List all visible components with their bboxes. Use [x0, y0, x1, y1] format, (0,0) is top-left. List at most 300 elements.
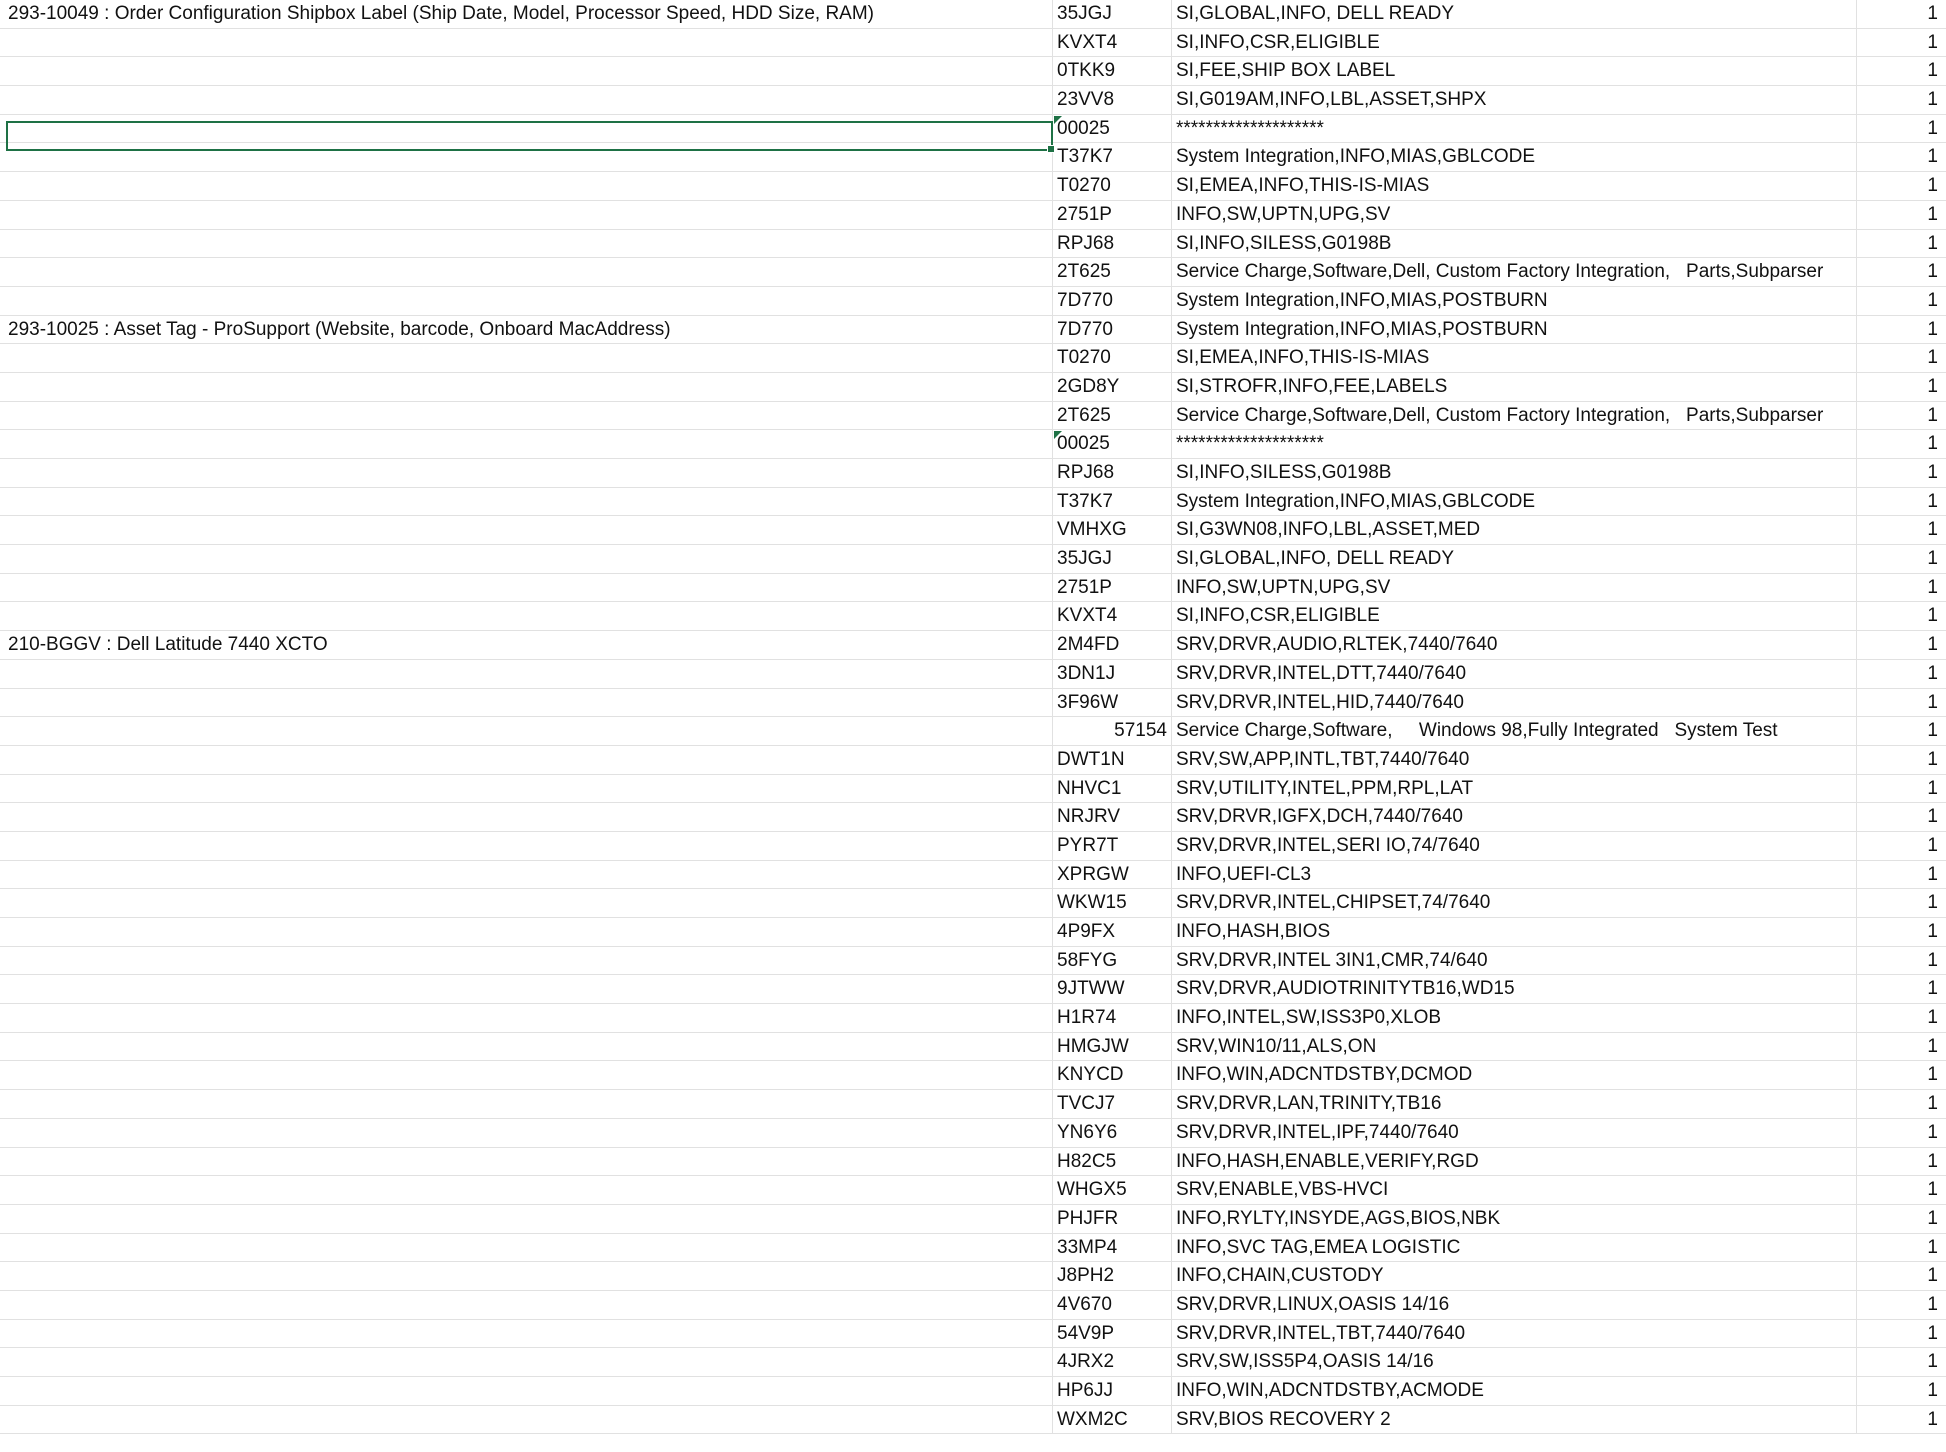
table-row [0, 889, 1946, 918]
info-text: INFO,WIN,ADCNTDSTBY,DCMOD [1176, 1064, 1473, 1086]
code-text: 35JGJ [1057, 3, 1112, 24]
info-text: System Integration,INFO,MIAS,POSTBURN [1176, 289, 1548, 311]
quantity-text: 1 [1927, 892, 1938, 914]
description-cell[interactable] [4, 545, 1053, 573]
code-text: PYR7T [1057, 834, 1119, 856]
table-row [0, 172, 1946, 201]
code-cell[interactable] [1053, 1377, 1172, 1405]
code-text: 23VV8 [1057, 89, 1115, 111]
code-cell[interactable] [1053, 115, 1172, 143]
description-cell[interactable] [4, 1148, 1053, 1176]
info-cell[interactable] [1172, 861, 1857, 889]
quantity-cell[interactable] [1857, 1148, 1946, 1176]
quantity-cell[interactable] [1857, 287, 1946, 315]
info-text: SRV,DRVR,INTEL,SERI IO,74/7640 [1176, 834, 1480, 856]
info-cell[interactable] [1172, 316, 1857, 344]
quantity-cell[interactable] [1857, 1061, 1946, 1089]
description-cell[interactable] [4, 57, 1053, 85]
code-cell[interactable] [1053, 29, 1172, 57]
code-cell[interactable] [1053, 172, 1172, 200]
info-text: SRV,BIOS RECOVERY 2 [1176, 1408, 1391, 1430]
quantity-cell[interactable] [1857, 373, 1946, 401]
description-cell[interactable] [4, 516, 1053, 544]
info-cell[interactable] [1172, 775, 1857, 803]
info-text: INFO,HASH,BIOS [1176, 921, 1331, 942]
description-cell[interactable] [4, 115, 1053, 143]
table-row [0, 1320, 1946, 1349]
info-cell[interactable] [1172, 803, 1857, 831]
info-text: SI,INFO,SILESS,G0198B [1176, 462, 1392, 483]
quantity-cell[interactable] [1857, 488, 1946, 516]
info-text: SRV,DRVR,IGFX,DCH,7440/7640 [1176, 806, 1463, 828]
quantity-text: 1 [1927, 1035, 1938, 1057]
quantity-cell[interactable] [1857, 459, 1946, 487]
description-cell[interactable] [4, 86, 1053, 114]
info-cell[interactable] [1172, 258, 1857, 286]
description-cell[interactable] [4, 1377, 1053, 1405]
code-cell[interactable] [1053, 1176, 1172, 1204]
code-cell[interactable] [1053, 975, 1172, 1003]
info-cell[interactable] [1172, 1176, 1857, 1204]
code-cell[interactable] [1053, 947, 1172, 975]
info-cell[interactable] [1172, 545, 1857, 573]
code-cell[interactable] [1053, 0, 1172, 28]
code-cell[interactable] [1053, 545, 1172, 573]
info-cell[interactable] [1172, 488, 1857, 516]
quantity-cell[interactable] [1857, 775, 1946, 803]
code-cell[interactable] [1053, 803, 1172, 831]
quantity-cell[interactable] [1857, 602, 1946, 630]
quantity-text: 1 [1927, 748, 1938, 770]
info-cell[interactable] [1172, 602, 1857, 630]
quantity-text: 1 [1927, 1093, 1938, 1115]
table-row [0, 689, 1946, 718]
quantity-cell[interactable] [1857, 889, 1946, 917]
info-text: SI,EMEA,INFO,THIS-IS-MIAS [1176, 347, 1430, 369]
info-text: SI,FEE,SHIP BOX LABEL [1176, 60, 1396, 82]
table-row [0, 1119, 1946, 1148]
code-text: 7D770 [1057, 289, 1113, 311]
info-text: SI,INFO,SILESS,G0198B [1176, 232, 1392, 254]
code-cell[interactable] [1053, 1119, 1172, 1147]
code-cell[interactable] [1053, 889, 1172, 917]
info-cell[interactable] [1172, 344, 1857, 372]
code-cell[interactable] [1053, 1262, 1172, 1290]
description-text: 210-BGGV : Dell Latitude 7440 XCTO [8, 634, 328, 656]
description-cell[interactable] [4, 1090, 1053, 1118]
code-text: NRJRV [1057, 806, 1120, 828]
info-cell[interactable] [1172, 889, 1857, 917]
description-cell[interactable] [4, 689, 1053, 717]
info-cell[interactable] [1172, 1148, 1857, 1176]
description-cell[interactable] [4, 201, 1053, 229]
code-cell[interactable] [1053, 1033, 1172, 1061]
info-text: SRV,DRVR,INTEL,HID,7440/7640 [1176, 691, 1464, 713]
code-cell[interactable] [1053, 689, 1172, 717]
description-cell[interactable] [4, 258, 1053, 286]
quantity-cell[interactable] [1857, 861, 1946, 889]
code-text: WKW15 [1057, 892, 1127, 914]
info-cell[interactable] [1172, 459, 1857, 487]
quantity-cell[interactable] [1857, 975, 1946, 1003]
quantity-cell[interactable] [1857, 1262, 1946, 1290]
code-cell[interactable] [1053, 230, 1172, 258]
info-cell[interactable] [1172, 1348, 1857, 1376]
code-cell[interactable] [1053, 1148, 1172, 1176]
quantity-cell[interactable] [1857, 86, 1946, 114]
code-cell[interactable] [1053, 775, 1172, 803]
code-cell[interactable] [1053, 287, 1172, 315]
info-text: INFO,SVC TAG,EMEA LOGISTIC [1176, 1236, 1461, 1258]
table-row [0, 631, 1946, 660]
code-cell[interactable] [1053, 201, 1172, 229]
quantity-text: 1 [1927, 375, 1938, 397]
quantity-cell[interactable] [1857, 29, 1946, 57]
info-cell[interactable] [1172, 287, 1857, 315]
code-cell[interactable] [1053, 1205, 1172, 1233]
quantity-cell[interactable] [1857, 1406, 1946, 1434]
code-text: XPRGW [1057, 863, 1129, 885]
code-cell[interactable] [1053, 402, 1172, 430]
table-row [0, 459, 1946, 488]
quantity-cell[interactable] [1857, 1119, 1946, 1147]
code-text: 9JTWW [1057, 978, 1125, 1000]
info-cell[interactable] [1172, 631, 1857, 659]
description-cell[interactable] [4, 1406, 1053, 1434]
code-cell[interactable] [1053, 1061, 1172, 1089]
info-text: SRV,DRVR,AUDIO,RLTEK,7440/7640 [1176, 634, 1498, 656]
description-cell[interactable] [4, 1205, 1053, 1233]
quantity-text: 1 [1927, 175, 1938, 197]
code-cell[interactable] [1053, 746, 1172, 774]
quantity-cell[interactable] [1857, 402, 1946, 430]
code-text: 3DN1J [1057, 662, 1116, 684]
code-cell[interactable] [1053, 1348, 1172, 1376]
code-text: 3F96W [1057, 691, 1119, 713]
code-cell[interactable] [1053, 143, 1172, 171]
table-row [0, 57, 1946, 86]
quantity-text: 1 [1927, 1179, 1938, 1201]
quantity-text: 1 [1927, 289, 1938, 311]
code-cell[interactable] [1053, 832, 1172, 860]
info-cell[interactable] [1172, 1234, 1857, 1262]
quantity-cell[interactable] [1857, 1033, 1946, 1061]
error-indicator-icon[interactable] [1054, 116, 1062, 124]
description-cell[interactable] [4, 459, 1053, 487]
info-cell[interactable] [1172, 57, 1857, 85]
info-cell[interactable] [1172, 1090, 1857, 1118]
table-row [0, 947, 1946, 976]
quantity-cell[interactable] [1857, 803, 1946, 831]
description-cell[interactable] [4, 832, 1053, 860]
info-text: INFO,INTEL,SW,ISS3P0,XLOB [1176, 1007, 1442, 1029]
code-text: 4V670 [1057, 1293, 1112, 1315]
quantity-cell[interactable] [1857, 1205, 1946, 1233]
description-cell[interactable] [4, 316, 1053, 344]
description-cell[interactable] [4, 230, 1053, 258]
info-text: INFO,WIN,ADCNTDSTBY,ACMODE [1176, 1380, 1484, 1401]
table-row [0, 373, 1946, 402]
quantity-cell[interactable] [1857, 1348, 1946, 1376]
code-cell[interactable] [1053, 1234, 1172, 1262]
info-cell[interactable] [1172, 975, 1857, 1003]
quantity-cell[interactable] [1857, 0, 1946, 28]
quantity-text: 1 [1927, 1007, 1938, 1029]
code-text: T37K7 [1057, 490, 1113, 512]
error-indicator-icon[interactable] [1054, 431, 1062, 439]
quantity-cell[interactable] [1857, 1176, 1946, 1204]
quantity-text: 1 [1927, 1322, 1938, 1344]
description-cell[interactable] [4, 287, 1053, 315]
info-cell[interactable] [1172, 1061, 1857, 1089]
quantity-text: 1 [1927, 1265, 1938, 1287]
quantity-cell[interactable] [1857, 746, 1946, 774]
info-cell[interactable] [1172, 660, 1857, 688]
quantity-text: 1 [1927, 117, 1938, 139]
description-cell[interactable] [4, 29, 1053, 57]
description-cell[interactable] [4, 1061, 1053, 1089]
description-cell[interactable] [4, 172, 1053, 200]
code-cell[interactable] [1053, 516, 1172, 544]
info-text: SRV,SW,APP,INTL,TBT,7440/7640 [1176, 748, 1470, 770]
quantity-text: 1 [1927, 1380, 1938, 1401]
info-cell[interactable] [1172, 143, 1857, 171]
info-cell[interactable] [1172, 373, 1857, 401]
description-cell[interactable] [4, 803, 1053, 831]
info-cell[interactable] [1172, 230, 1857, 258]
info-cell[interactable] [1172, 832, 1857, 860]
code-cell[interactable] [1053, 1320, 1172, 1348]
info-cell[interactable] [1172, 1320, 1857, 1348]
description-cell[interactable] [4, 717, 1053, 745]
description-cell[interactable] [4, 1119, 1053, 1147]
quantity-text: 1 [1927, 232, 1938, 254]
code-cell[interactable] [1053, 1406, 1172, 1434]
description-cell[interactable] [4, 602, 1053, 630]
quantity-text: 1 [1927, 318, 1938, 340]
quantity-cell[interactable] [1857, 172, 1946, 200]
code-cell[interactable] [1053, 1090, 1172, 1118]
quantity-cell[interactable] [1857, 201, 1946, 229]
quantity-text: 1 [1927, 347, 1938, 369]
code-cell[interactable] [1053, 86, 1172, 114]
description-cell[interactable] [4, 1033, 1053, 1061]
description-cell[interactable] [4, 1004, 1053, 1032]
description-cell[interactable] [4, 344, 1053, 372]
info-cell[interactable] [1172, 0, 1857, 28]
code-text: 4JRX2 [1057, 1351, 1115, 1373]
description-cell[interactable] [4, 430, 1053, 458]
code-cell[interactable] [1053, 717, 1172, 745]
description-cell[interactable] [4, 143, 1053, 171]
quantity-text: 1 [1927, 1236, 1938, 1258]
code-text: 2751P [1057, 576, 1112, 598]
info-cell[interactable] [1172, 29, 1857, 57]
info-text: SRV,DRVR,INTEL,TBT,7440/7640 [1176, 1322, 1466, 1344]
info-cell[interactable] [1172, 918, 1857, 946]
code-cell[interactable] [1053, 1291, 1172, 1319]
code-cell[interactable] [1053, 316, 1172, 344]
table-row [0, 1090, 1946, 1119]
quantity-cell[interactable] [1857, 574, 1946, 602]
description-cell[interactable] [4, 1320, 1053, 1348]
quantity-cell[interactable] [1857, 947, 1946, 975]
quantity-cell[interactable] [1857, 516, 1946, 544]
description-cell[interactable] [4, 889, 1053, 917]
description-cell[interactable] [4, 574, 1053, 602]
description-cell[interactable] [4, 488, 1053, 516]
code-text: 57154 [1114, 720, 1167, 742]
info-cell[interactable] [1172, 115, 1857, 143]
info-cell[interactable] [1172, 574, 1857, 602]
info-cell[interactable] [1172, 1004, 1857, 1032]
quantity-cell[interactable] [1857, 631, 1946, 659]
table-row [0, 1033, 1946, 1062]
info-text: Service Charge,Software,Dell, Custom Factory Integration, Parts,Subparser [1176, 404, 1824, 426]
description-cell[interactable] [4, 373, 1053, 401]
info-cell[interactable] [1172, 717, 1857, 745]
quantity-cell[interactable] [1857, 230, 1946, 258]
quantity-text: 1 [1927, 1351, 1938, 1373]
code-text: 4P9FX [1057, 921, 1116, 942]
code-cell[interactable] [1053, 373, 1172, 401]
info-cell[interactable] [1172, 1033, 1857, 1061]
code-text: RPJ68 [1057, 232, 1115, 254]
code-cell[interactable] [1053, 861, 1172, 889]
description-cell[interactable] [4, 1234, 1053, 1262]
quantity-text: 1 [1927, 1293, 1938, 1315]
table-row [0, 516, 1946, 545]
info-cell[interactable] [1172, 172, 1857, 200]
info-cell[interactable] [1172, 516, 1857, 544]
info-text: ******************** [1176, 433, 1324, 455]
quantity-cell[interactable] [1857, 1377, 1946, 1405]
code-cell[interactable] [1053, 660, 1172, 688]
quantity-cell[interactable] [1857, 660, 1946, 688]
quantity-cell[interactable] [1857, 1234, 1946, 1262]
description-cell[interactable] [4, 947, 1053, 975]
code-text: KVXT4 [1057, 31, 1118, 53]
quantity-cell[interactable] [1857, 689, 1946, 717]
quantity-cell[interactable] [1857, 344, 1946, 372]
description-cell[interactable] [4, 918, 1053, 946]
code-text: 54V9P [1057, 1322, 1115, 1344]
description-cell[interactable] [4, 1262, 1053, 1290]
description-cell[interactable] [4, 0, 1053, 28]
description-cell[interactable] [4, 1176, 1053, 1204]
code-cell[interactable] [1053, 258, 1172, 286]
quantity-cell[interactable] [1857, 115, 1946, 143]
quantity-text: 1 [1927, 949, 1938, 971]
code-text: 2GD8Y [1057, 375, 1120, 397]
quantity-cell[interactable] [1857, 717, 1946, 745]
info-cell[interactable] [1172, 689, 1857, 717]
code-cell[interactable] [1053, 488, 1172, 516]
info-text: System Integration,INFO,MIAS,POSTBURN [1176, 318, 1548, 340]
info-text: SRV,SW,ISS5P4,OASIS 14/16 [1176, 1351, 1434, 1373]
table-row [0, 1004, 1946, 1033]
info-cell[interactable] [1172, 86, 1857, 114]
info-text: SRV,DRVR,INTEL,DTT,7440/7640 [1176, 662, 1467, 684]
code-text: 2T625 [1057, 404, 1111, 426]
info-cell[interactable] [1172, 1291, 1857, 1319]
info-text: ******************** [1176, 117, 1324, 139]
info-text: SRV,DRVR,AUDIOTRINITYTB16,WD15 [1176, 978, 1515, 1000]
quantity-cell[interactable] [1857, 545, 1946, 573]
info-cell[interactable] [1172, 201, 1857, 229]
code-text: HMGJW [1057, 1035, 1129, 1057]
table-row [0, 1377, 1946, 1406]
quantity-cell[interactable] [1857, 1090, 1946, 1118]
description-cell[interactable] [4, 660, 1053, 688]
quantity-cell[interactable] [1857, 918, 1946, 946]
info-cell[interactable] [1172, 1262, 1857, 1290]
description-cell[interactable] [4, 1291, 1053, 1319]
quantity-cell[interactable] [1857, 1320, 1946, 1348]
description-cell[interactable] [4, 861, 1053, 889]
quantity-cell[interactable] [1857, 57, 1946, 85]
code-cell[interactable] [1053, 430, 1172, 458]
code-text: 33MP4 [1057, 1236, 1118, 1258]
quantity-cell[interactable] [1857, 316, 1946, 344]
info-cell[interactable] [1172, 402, 1857, 430]
code-text: YN6Y6 [1057, 1121, 1118, 1143]
info-text: SI,G3WN08,INFO,LBL,ASSET,MED [1176, 519, 1481, 541]
quantity-cell[interactable] [1857, 1291, 1946, 1319]
info-cell[interactable] [1172, 1406, 1857, 1434]
code-text: T0270 [1057, 175, 1111, 197]
description-cell[interactable] [4, 975, 1053, 1003]
description-cell[interactable] [4, 746, 1053, 774]
table-row [0, 775, 1946, 804]
info-cell[interactable] [1172, 746, 1857, 774]
code-cell[interactable] [1053, 602, 1172, 630]
quantity-text: 1 [1927, 519, 1938, 541]
code-text: DWT1N [1057, 748, 1125, 770]
code-text: KNYCD [1057, 1064, 1124, 1086]
info-cell[interactable] [1172, 947, 1857, 975]
code-cell[interactable] [1053, 57, 1172, 85]
code-text: 00025 [1057, 117, 1110, 139]
code-text: TVCJ7 [1057, 1093, 1116, 1115]
quantity-text: 1 [1927, 720, 1938, 742]
description-cell[interactable] [4, 631, 1053, 659]
code-cell[interactable] [1053, 918, 1172, 946]
quantity-cell[interactable] [1857, 1004, 1946, 1032]
info-text: SRV,ENABLE,VBS-HVCI [1176, 1179, 1389, 1201]
quantity-cell[interactable] [1857, 143, 1946, 171]
info-cell[interactable] [1172, 1205, 1857, 1233]
info-text: SI,G019AM,INFO,LBL,ASSET,SHPX [1176, 89, 1487, 111]
info-cell[interactable] [1172, 430, 1857, 458]
quantity-cell[interactable] [1857, 832, 1946, 860]
quantity-cell[interactable] [1857, 430, 1946, 458]
code-cell[interactable] [1053, 344, 1172, 372]
code-cell[interactable] [1053, 459, 1172, 487]
quantity-text: 1 [1927, 548, 1938, 570]
code-cell[interactable] [1053, 1004, 1172, 1032]
description-cell[interactable] [4, 402, 1053, 430]
code-cell[interactable] [1053, 574, 1172, 602]
info-cell[interactable] [1172, 1119, 1857, 1147]
quantity-cell[interactable] [1857, 258, 1946, 286]
description-text: 293-10025 : Asset Tag - ProSupport (Website, barcode, Onboard MacAddress) [8, 318, 671, 340]
code-cell[interactable] [1053, 631, 1172, 659]
table-row [0, 29, 1946, 58]
description-cell[interactable] [4, 775, 1053, 803]
info-cell[interactable] [1172, 1377, 1857, 1405]
description-cell[interactable] [4, 1348, 1053, 1376]
